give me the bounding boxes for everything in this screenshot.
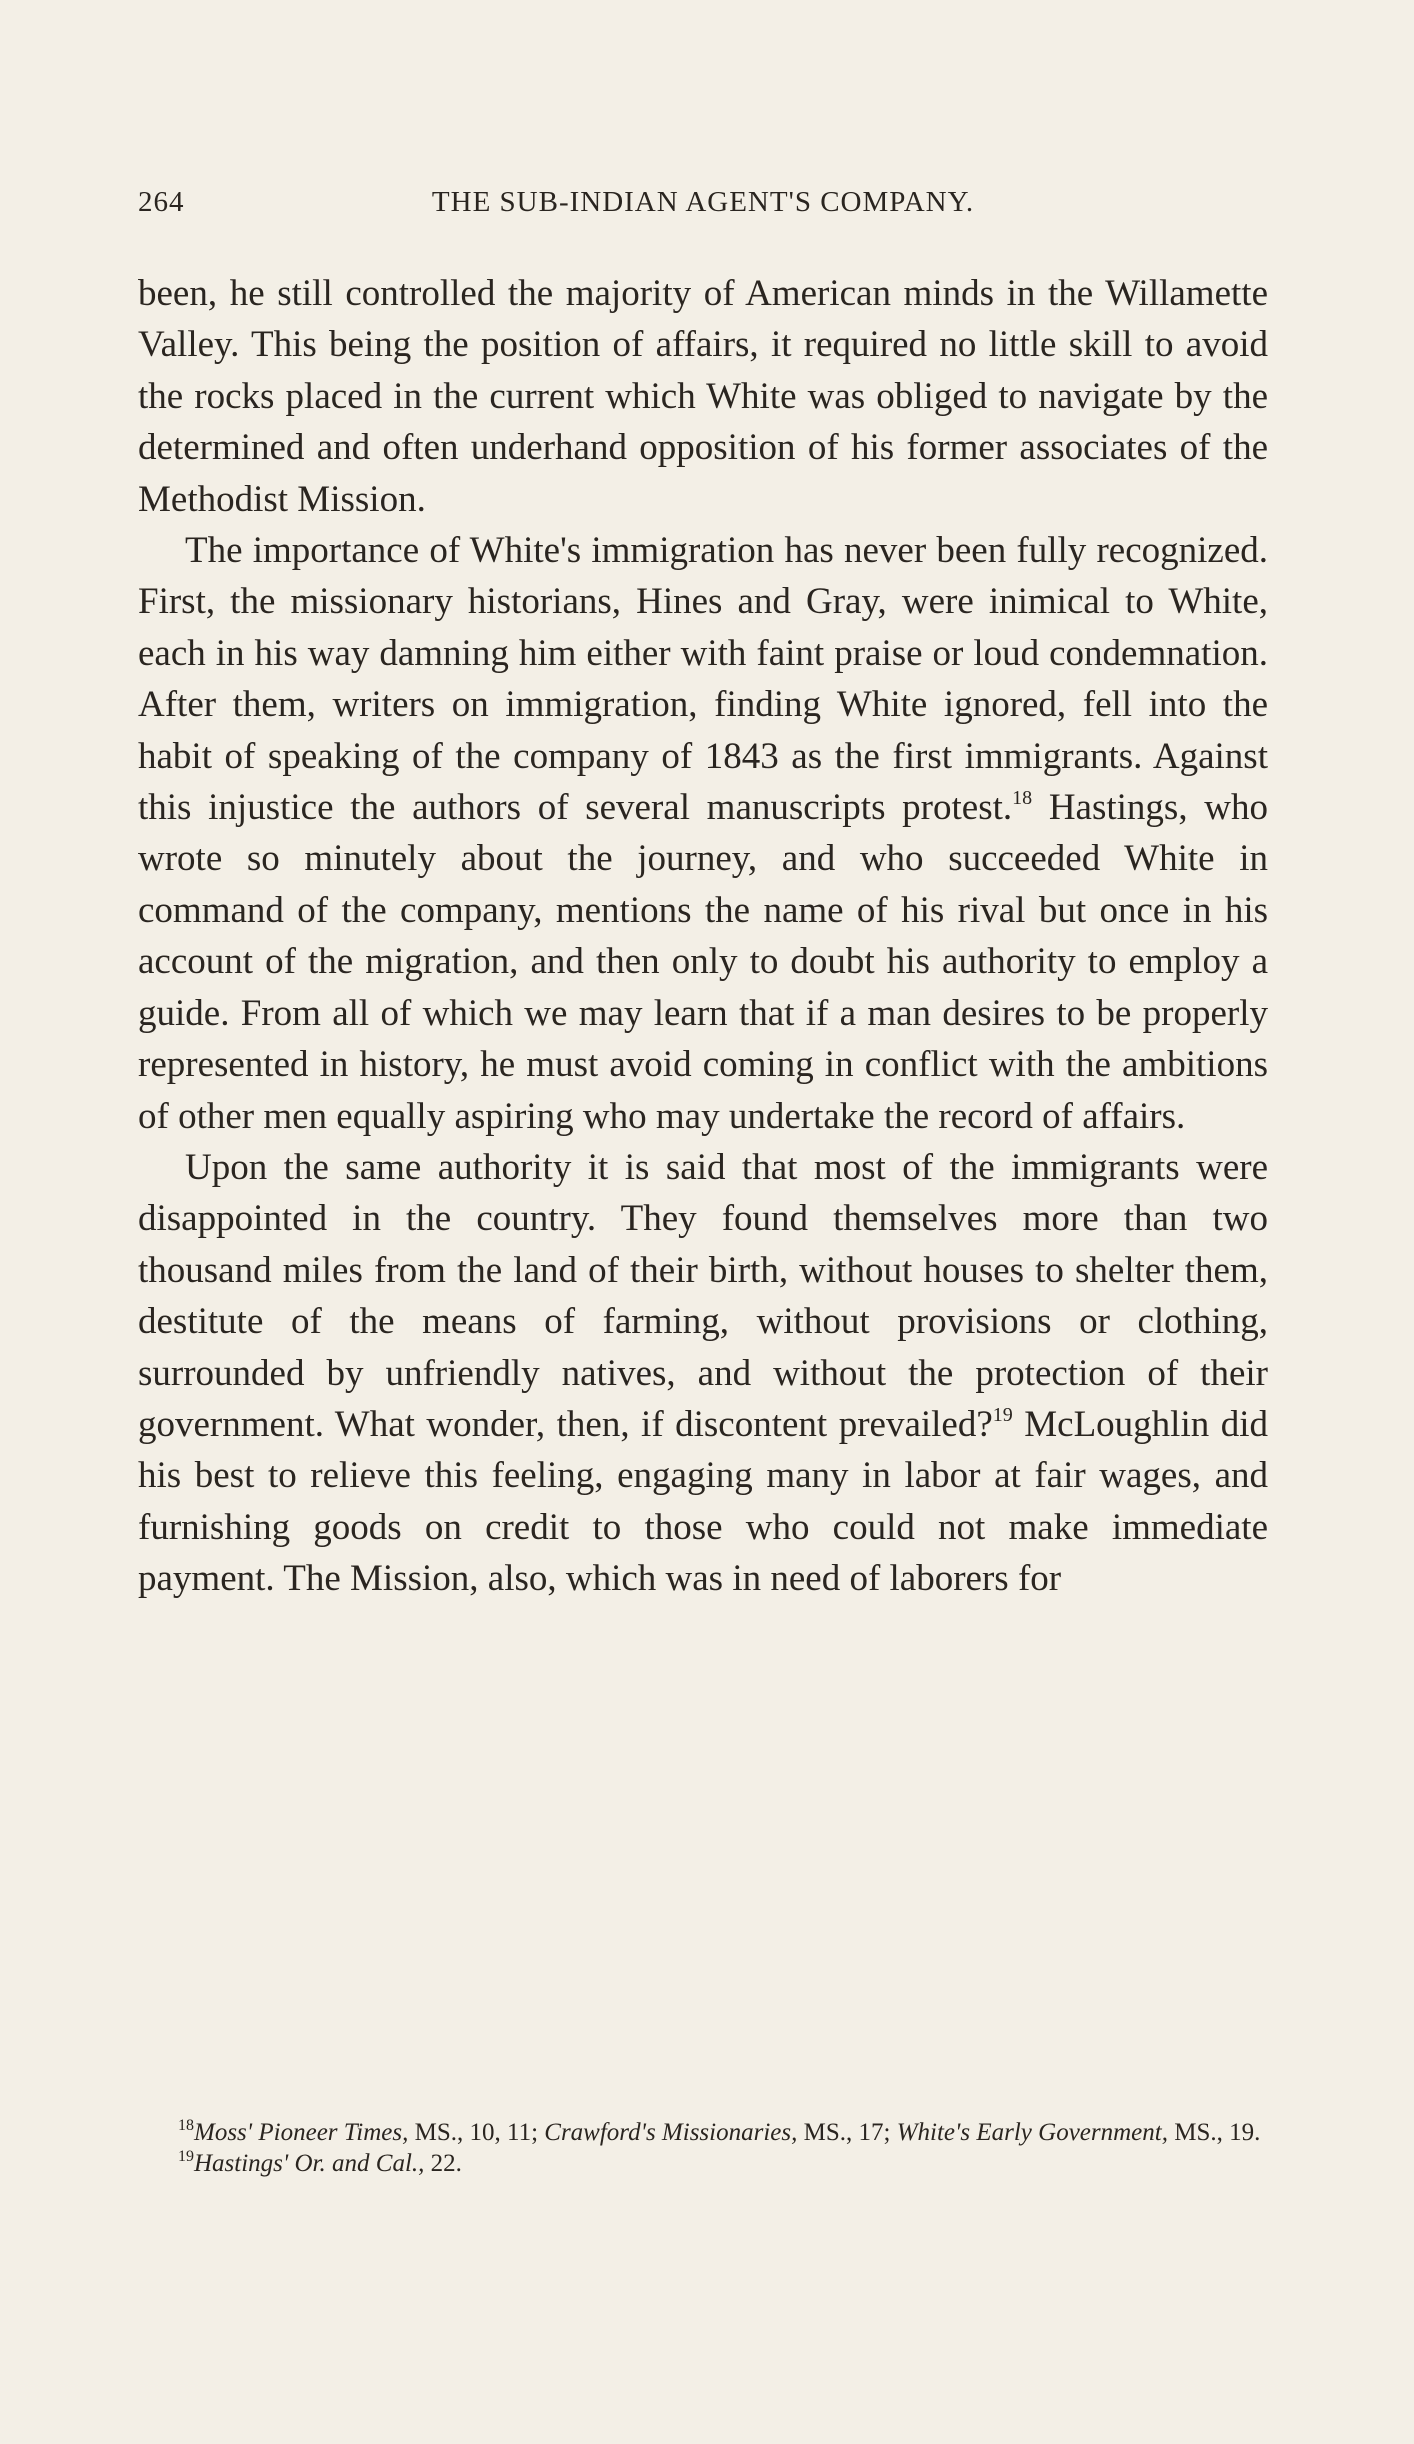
footnote-18-ref-1: MS., 10, 11; bbox=[408, 2119, 545, 2146]
paragraph-1-text: been, he still controlled the majority of American minds in the Willamette Valley. This being the position of affairs, it required no little skill to avoid the rocks placed in the current which White was obliged to navigate by the determined and often underhand opposition of his former associates of the Methodist Mission. bbox=[138, 273, 1268, 520]
paragraph-1 bbox=[138, 268, 1268, 525]
page-header bbox=[138, 186, 1268, 230]
body-text bbox=[138, 268, 1268, 1605]
paragraph-2-text-b: Hastings, who wrote so minutely about the journey, and who succeeded White in command of the company, mentions the name of his rival but once in his account of the migration, and then only to doubt his authority to employ a guide. From all of which we may learn that if a man desires to be properly represented in history, he must avoid coming in conflict with the ambitions of other men equally aspiring who may undertake the record of affairs. bbox=[138, 787, 1268, 1137]
page-number: 264 bbox=[138, 186, 185, 218]
footnotes bbox=[138, 2117, 1268, 2179]
footnote-19 bbox=[138, 2148, 1268, 2179]
footnote-19-title: Hastings' Or. and Cal., bbox=[194, 2150, 425, 2177]
footnote-18-title-1: Moss' Pioneer Times, bbox=[194, 2119, 409, 2146]
footnote-18-ref-3: MS., 19. bbox=[1167, 2119, 1261, 2146]
footnote-ref-18: 18 bbox=[1012, 787, 1033, 810]
footnote-18-title-2: Crawford's Missionaries, bbox=[544, 2119, 798, 2146]
paragraph-2-text-a: The importance of White's immigration has never been fully recognized. First, the missionary historians, Hines and Gray, were inimical to White, each in his way damning him either with faint praise or loud condemnation. After them, writers on immigration, finding White ignored, fell into the habit of speaking of the company of 1843 as the first immigrants. Against this injustice the authors of several manuscripts protest. bbox=[138, 530, 1268, 829]
paragraph-2 bbox=[138, 525, 1268, 1142]
paragraph-3 bbox=[138, 1142, 1268, 1605]
paragraph-3-text-a: Upon the same authority it is said that most of the immigrants were disappointed in the country. They found themselves more than two thousand miles from the land of their birth, without houses to shelter them, destitute of the means of farming, without provisions or clothing, surrounded by unfriendly natives, and without the protection of their government. What wonder, then, if discontent prevailed? bbox=[138, 1146, 1268, 1445]
footnote-18-number: 18 bbox=[178, 2117, 194, 2134]
footnote-ref-19: 19 bbox=[992, 1403, 1013, 1426]
paragraph-3-text-b: McLoughlin did his best to relieve this feeling, engaging many in labor at fair wages, and furnishing goods on credit to those who could not make immediate payment. The Mission, also, which was in need of laborers for bbox=[138, 1403, 1268, 1600]
footnote-19-number: 19 bbox=[178, 2148, 194, 2165]
running-head: THE SUB-INDIAN AGENT'S COMPANY. bbox=[431, 186, 975, 218]
footnote-18-ref-2: MS., 17; bbox=[797, 2119, 897, 2146]
footnote-18-title-3: White's Early Government, bbox=[896, 2119, 1168, 2146]
footnote-18 bbox=[138, 2117, 1268, 2148]
footnote-19-ref: 22. bbox=[424, 2150, 462, 2177]
